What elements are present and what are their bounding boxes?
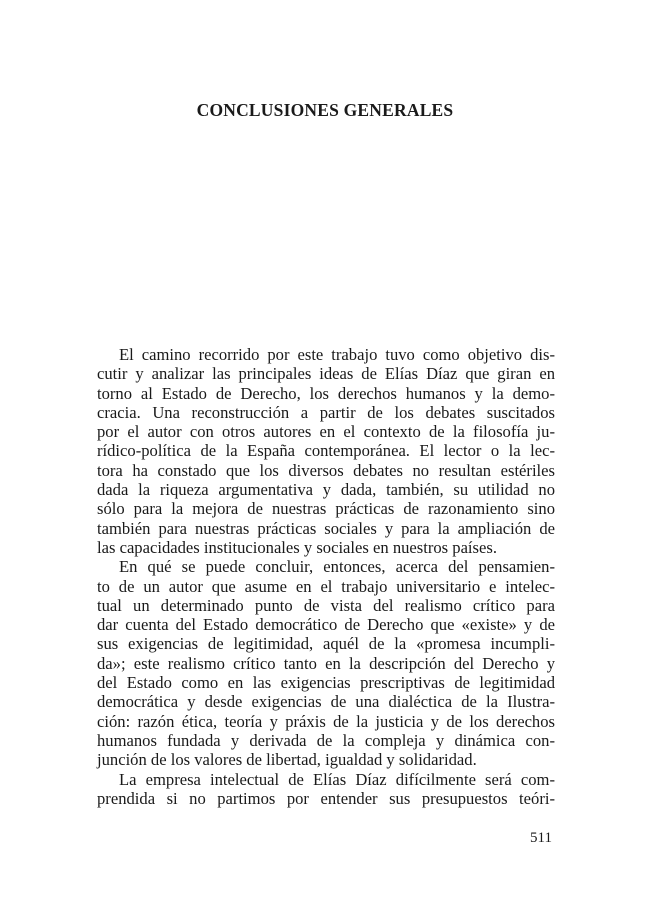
- text-line: da»; este realismo crítico tanto en la descripción del Derecho y: [97, 653, 555, 673]
- text-line: del Estado como en las exigencias prescriptivas de legitimidad: [97, 673, 555, 693]
- text-line: dada la riqueza argumentativa y dada, también, su utilidad no: [97, 480, 555, 500]
- paragraph: [97, 770, 555, 809]
- text-line: las capacidades institucionales y sociales en nuestros países.: [97, 537, 497, 557]
- text-line: to de un autor que asume en el trabajo universitario e intelec-: [97, 576, 555, 596]
- text-line: prendida si no partimos por entender sus presupuestos teóri-: [97, 788, 555, 808]
- text-line: cutir y analizar las principales ideas de Elías Díaz que giran en: [97, 364, 555, 384]
- text-line: tual un determinado punto de vista del realismo crítico para: [97, 595, 555, 615]
- text-line: por el autor con otros autores en el contexto de la filosofía ju-: [97, 422, 555, 442]
- text-line: ción: razón ética, teoría y práxis de la justicia y de los derechos: [97, 711, 555, 731]
- text-line: tora ha constado que los diversos debates no resultan estériles: [97, 460, 555, 480]
- text-line: sólo para la mejora de nuestras prácticas de razonamiento sino: [97, 499, 555, 519]
- text-line: torno al Estado de Derecho, los derechos humanos y la demo-: [97, 383, 555, 403]
- text-line: dar cuenta del Estado democrático de Derecho que «existe» y de: [97, 615, 555, 635]
- paragraph: [97, 557, 555, 769]
- text-line: humanos fundada y derivada de la compleja y dinámica con-: [97, 730, 555, 750]
- chapter-title: CONCLUSIONES GENERALES: [196, 100, 454, 120]
- text-line: En qué se puede concluir, entonces, acerca del pensamien-: [119, 557, 555, 577]
- text-line: sus exigencias de legitimidad, aquél de la «promesa incumpli-: [97, 634, 555, 654]
- paragraph: [97, 345, 555, 557]
- text-line: democrática y desde exigencias de una dialéctica de la Ilustra-: [97, 692, 555, 712]
- text-line: junción de los valores de libertad, igualdad y solidaridad.: [97, 750, 477, 770]
- page-number: 511: [530, 830, 552, 846]
- text-line: también para nuestras prácticas sociales y para la ampliación de: [97, 518, 555, 538]
- body-text: [97, 345, 555, 808]
- text-line: rídico-política de la España contemporánea. El lector o la lec-: [97, 441, 555, 461]
- text-line: cracia. Una reconstrucción a partir de los debates suscitados: [97, 402, 555, 422]
- text-line: La empresa intelectual de Elías Díaz difícilmente será com-: [119, 769, 555, 789]
- text-line: El camino recorrido por este trabajo tuvo como objetivo dis-: [119, 345, 555, 364]
